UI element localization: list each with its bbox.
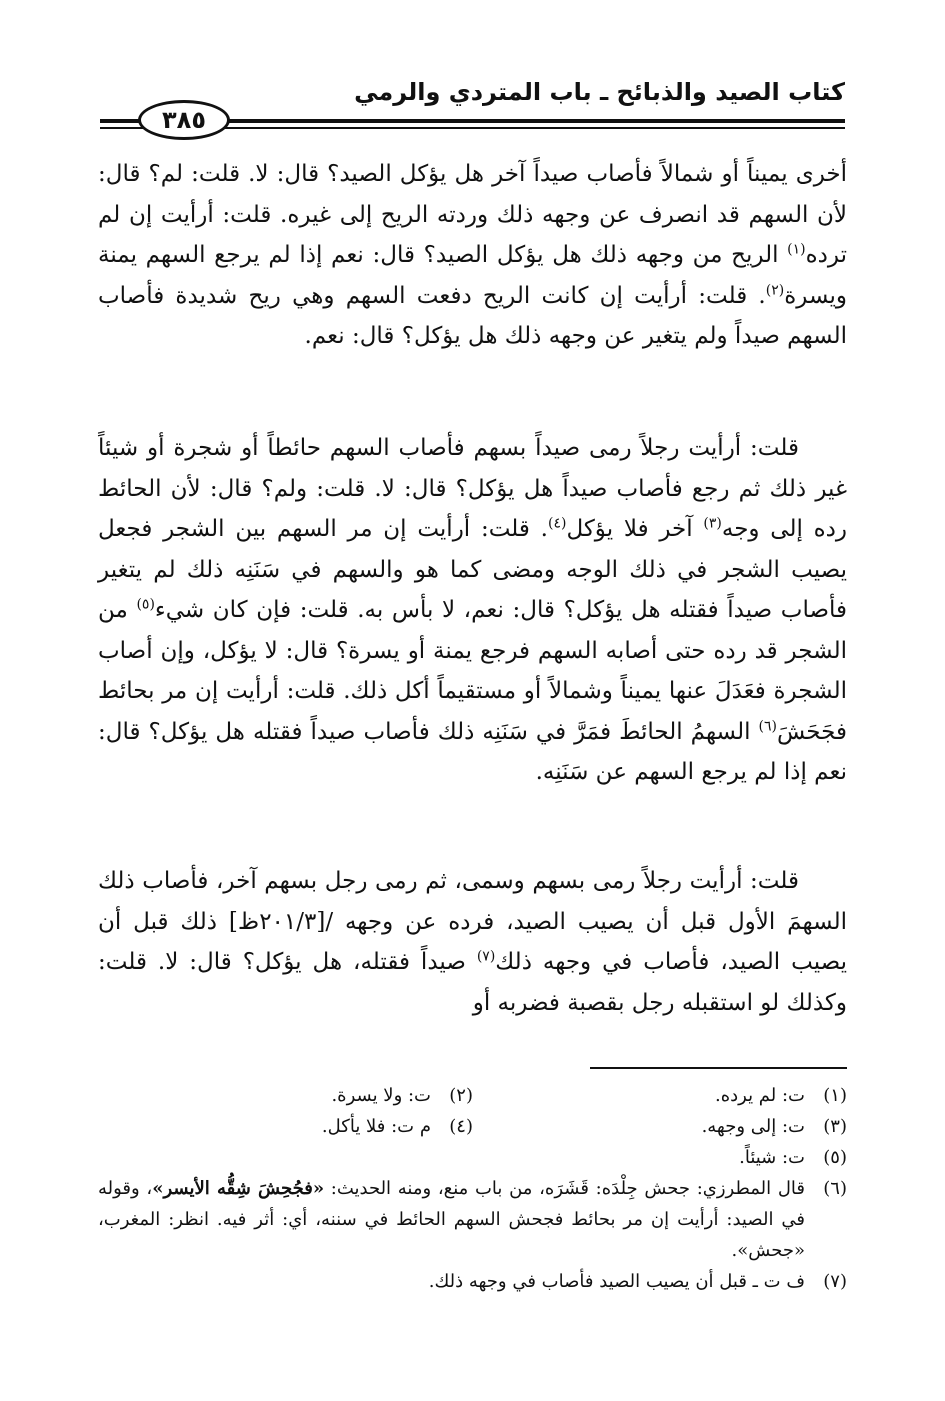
footnote-number: (٧) [823, 1271, 847, 1292]
footnote-text-segment: ، وقوله في الصيد: أرأيت إن مر بحائط فجحش السهم الحائط في سننه، أي: أثر فيه. انظر: المغرب، «جحش». [98, 1178, 805, 1261]
body-text-segment: قلت: أرأيت رجلاً رمى صيداً بسهم فأصاب السهم حائطاً أو شجرة أو شيئاً غير ذلك ثم رجع فأصاب صيداً هل يؤكل؟ قال: لا. قلت: ولم؟ قال: لأن الحائط رده إلى وجه [98, 435, 847, 542]
footnote-ref: (٧) [476, 948, 496, 965]
page-number: ٣٨٥ [162, 106, 206, 134]
footnote-ref: (٤) [547, 515, 567, 532]
body-paragraph-1 [98, 154, 847, 357]
footnote-text: ت: لم يرده. [714, 1085, 805, 1106]
footnote-text: ت: إلى وجهه. [701, 1116, 805, 1137]
footnote-text: ف ت ـ قبل أن يصيب الصيد فأصاب في وجهه ذلك. [428, 1271, 805, 1292]
footnote-number: (٥) [823, 1147, 847, 1168]
page-number-badge [138, 100, 230, 140]
running-header-title: كتاب الصيد والذبائح ـ باب المتردي والرمي [354, 78, 845, 106]
body-text-segment: صيداً فقتله، هل يؤكل؟ قال: لا. قلت: وكذلك لو استقبله رجل بقصبة فضربه أو [98, 949, 847, 1016]
body-text-segment: الريح من وجهه ذلك هل يؤكل الصيد؟ قال: نعم إذا لم يرجع السهم يمنة ويسرة [98, 242, 847, 309]
footnote-text: ت: ولا يسرة. [331, 1085, 431, 1106]
footnote-text-segment: قال المطرزي: جحش جِلْدَه: قَشَرَه، من باب منع، ومنه الحديث: [324, 1178, 805, 1199]
footnote-number: (٤) [449, 1116, 473, 1137]
body-text-segment: . قلت: أرأيت إن مر السهم بين الشجر فجعل يصيب الشجر في ذلك الوجه ومضى كما هو والسهم في سَنَنِه ذلك لم يتغير فأصاب صيداً فقتله هل يؤكل؟ قال: نعم، لا بأس به. قلت: فإن كان شيء [98, 516, 848, 623]
footnote-ref: (٥) [136, 596, 155, 613]
footnote-separator [590, 1067, 847, 1069]
footnote-text: ت: شيئاً. [739, 1147, 805, 1168]
footnote-row [98, 1080, 847, 1111]
footnote-row [98, 1111, 847, 1142]
body-text-segment: السهمُ الحائطَ فمَرَّ في سَنَنِه ذلك فأصاب صيداً فقتله هل يؤكل؟ قال: نعم إذا لم يرجع السهم عن سَنَنِه. [98, 718, 847, 785]
footnote-number: (٢) [449, 1085, 473, 1106]
body-text-segment: أخرى يميناً أو شمالاً فأصاب صيداً آخر هل يؤكل الصيد؟ قال: لا. قلت: لم؟ قال: لأن السهم قد انصرف عن وجهه ذلك وردته الريح إلى غيره. قلت: أرأيت إن لم ترده [98, 161, 847, 268]
body-text-segment: آخر فلا يؤكل [566, 516, 704, 542]
footnote-3 [473, 1111, 847, 1142]
footnotes [98, 1080, 847, 1297]
footnote-ref: (٢) [765, 281, 785, 298]
footnote-number: (١) [823, 1085, 847, 1106]
footnote-ref: (٦) [758, 717, 777, 734]
body-text-segment: من الشجر قد رده حتى أصابه السهم فرجع يمنة أو يسرة؟ قال: لا يؤكل، وإن أصاب الشجرة فعَدَلَ عنها يميناً وشمالاً أو مستقيماً أكل ذلك. قلت: أرأيت إن مر بحائط فجَحَشَ [98, 597, 847, 745]
footnote-text [98, 1173, 805, 1266]
footnote-number: (٣) [823, 1116, 847, 1137]
footnote-5 [473, 1142, 847, 1173]
footnote-7 [98, 1266, 847, 1297]
footnote-text: م ت: فلا يأكل. [321, 1116, 431, 1137]
body-paragraph-2 [98, 428, 847, 793]
footnote-ref: (٣) [703, 515, 722, 532]
body-paragraph-3 [98, 861, 847, 1023]
footnote-6 [98, 1173, 847, 1266]
footnote-number: (٦) [823, 1178, 847, 1199]
body-text-segment: قلت: أرأيت رجلاً رمى بسهم وسمى، ثم رمى رجل بسهم آخر، فأصاب ذلك السهمَ الأول قبل أن يصيب الصيد، فرده عن وجهه /[٢٠١/٣ظ] ذلك قبل أن يصيب الصيد، فأصاب في وجهه ذلك [98, 868, 847, 975]
footnote-row [98, 1142, 847, 1173]
footnote-4 [99, 1111, 473, 1142]
footnote-hadith-quote: «فجُحِشَ شِقُّه الأيسر» [152, 1178, 325, 1199]
body-text-segment: . قلت: أرأيت إن كانت الريح دفعت السهم وهي ريح شديدة فأصاب السهم صيداً ولم يتغير عن وجهه ذلك هل يؤكل؟ قال: نعم. [98, 282, 847, 349]
footnote-ref: (١) [787, 241, 806, 258]
footnote-1 [473, 1080, 847, 1111]
footnote-2 [99, 1080, 473, 1111]
